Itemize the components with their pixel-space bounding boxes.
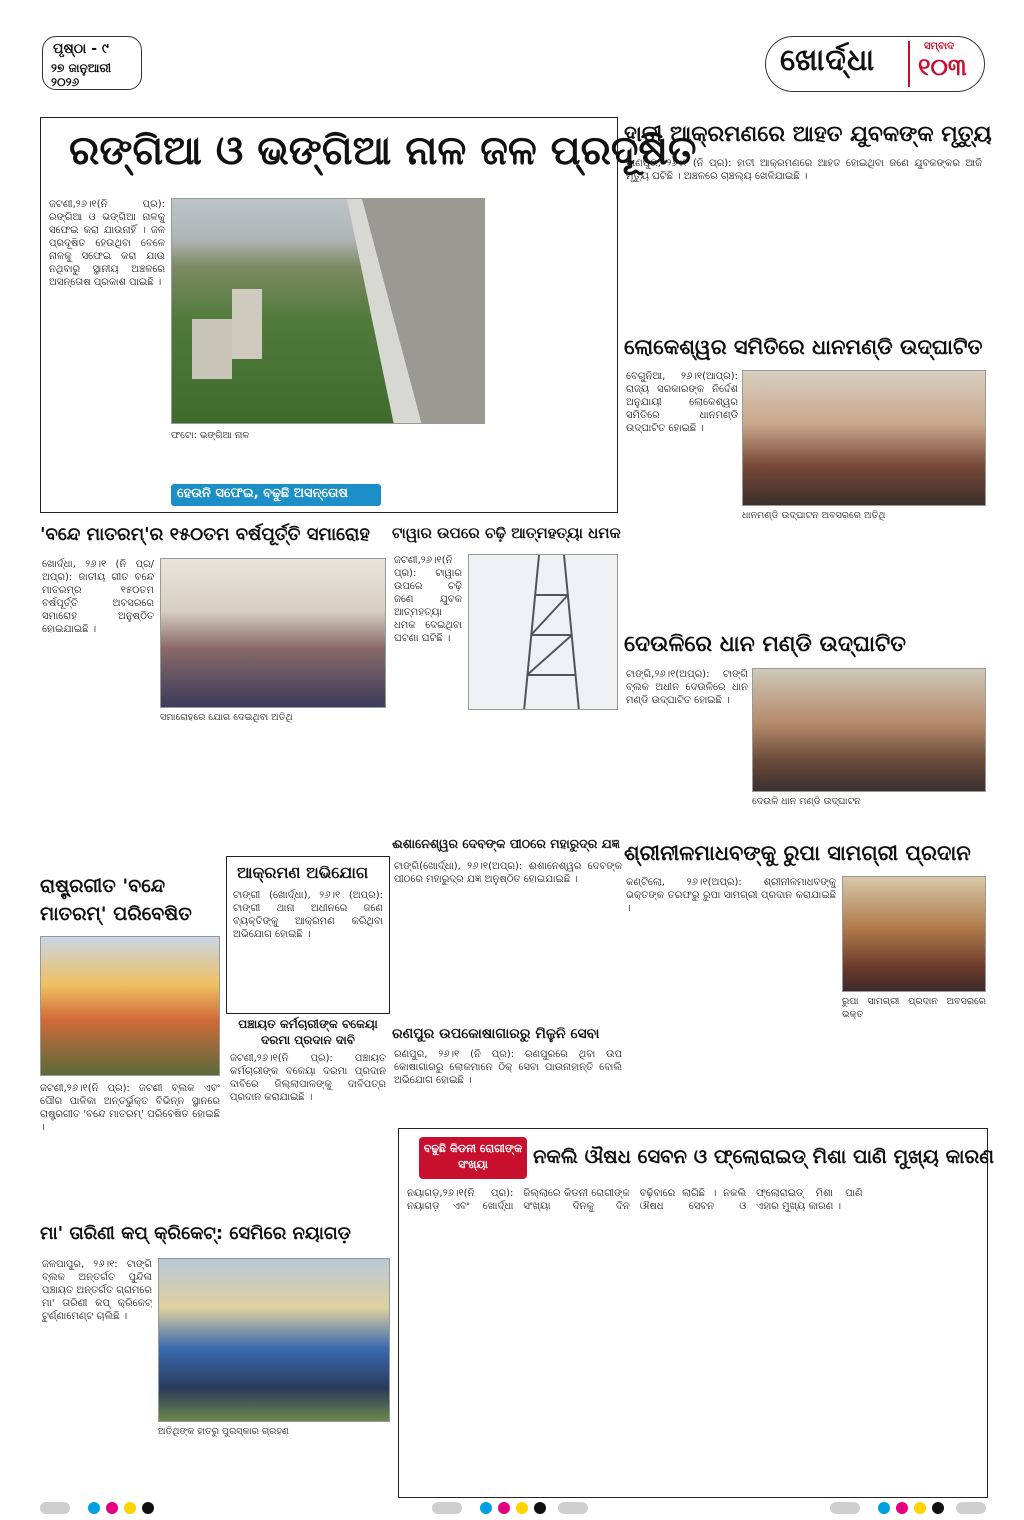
nala-body-col3 — [493, 198, 611, 506]
nilamadhab-photo — [842, 876, 986, 992]
section-title: ଖୋର୍ଦ୍ଧା — [780, 43, 876, 78]
lokeswar-photo — [742, 370, 986, 506]
cricket-headline: ମା' ତାରିଣୀ କପ୍ କ୍ରିକେଟ୍: ସେମିରେ ନୟାଗଡ଼ — [40, 1223, 351, 1244]
swatch-black — [932, 1502, 944, 1514]
tower-headline: ଟାୱାର ଉପରେ ଚଢ଼ି ଆତ୍ମହତ୍ୟା ଧମକ — [392, 524, 621, 542]
story-akraman — [226, 856, 390, 1014]
kidney-body: ନୟାଗଡ଼,୨୬।୧(ନି ପ୍ର): ନୟାଗଡ଼ ଏବଂ ଖୋର୍ଦ୍ଧା ଜିଲ୍ଲାରେ କିଡନୀ ରୋଗୀଙ୍କ ସଂଖ୍ୟା ଦିନକୁ ଦିନ ବଢ଼ିବାରେ ଲାଗିଛି । ନକଲି ଔଷଧ ସେବନ ଓ ଫ୍ଲୋରାଇଡ୍ ମିଶା ପାଣି ଏହାର ମୁଖ୍ୟ କାରଣ । — [407, 1188, 863, 1212]
nala-subhead-bar — [171, 484, 381, 506]
reg-pill — [40, 1502, 70, 1514]
swatch-magenta — [896, 1502, 908, 1514]
nala-headline: ରଙ୍ଗିଆ ଓ ଭଙ୍ଗିଆ ନାଳ ଜଳ ପ୍ରଦୂଷିତ — [69, 128, 697, 174]
story-panchayat — [226, 1016, 390, 1212]
vande-body: ଖୋର୍ଦ୍ଧା, ୨୬।୧ (ନି ପ୍ର/ଅପ୍ର): ଜାତୀୟ ଗୀତ ବନ୍ଦେ ମାତରମ୍‌ର ୧୫୦ତମ ବର୍ଷପୂର୍ତ୍ତି ଅବସରରେ ସମାରୋହ ଅନୁଷ୍ଠିତ ହୋଇଯାଇଛି । — [42, 559, 154, 635]
maharudra-body: ଟାଙ୍ଗି(ଖୋର୍ଦ୍ଧା), ୨୬।୧(ଅପ୍ର): ଈଶାନେଶ୍ୱର ଦେବଙ୍କ ପୀଠରେ ମହାରୁଦ୍ର ଯଜ୍ଞ ଅନୁଷ୍ଠିତ ହୋଇଯାଇଛି । — [394, 861, 622, 885]
anniversary-logo — [908, 41, 980, 87]
swatch-yellow — [914, 1502, 926, 1514]
swatch-yellow — [124, 1502, 136, 1514]
swatch-yellow — [516, 1502, 528, 1514]
reg-pill — [956, 1502, 986, 1514]
deuli-photo-caption: ଦେଉଳି ଧାନ ମଣ୍ଡି ଉଦ୍‌ଘାଟନ — [752, 796, 861, 807]
story-deuli — [624, 628, 988, 828]
swatch-black — [534, 1502, 546, 1514]
hati-headline: ହାତୀ ଆକ୍ରମଣରେ ଆହତ ଯୁବକଙ୍କ ମୃତ୍ୟୁ — [624, 122, 992, 147]
rashtra-headline: ରାଷ୍ଟ୍ରଗୀତ 'ବନ୍ଦେ ମାତରମ୍' ପରିବେଷିତ — [40, 875, 192, 925]
story-nilamadhab — [624, 836, 988, 1126]
nilamadhab-photo-caption: ରୁପା ସାମଗ୍ରୀ ପ୍ରଦାନ ଅବସରରେ ଭକ୍ତ — [842, 996, 986, 1020]
logo-top-text: ସମ୍ବାଦ — [924, 41, 954, 52]
deuli-headline: ଦେଉଳିରେ ଧାନ ମଣ୍ଡି ଉଦ୍‌ଘାଟିତ — [624, 632, 906, 657]
deuli-photo — [752, 668, 986, 792]
nilamadhab-headline: ଶ୍ରୀନୀଳମାଧବଙ୍କୁ ରୁପା ସାମଗ୍ରୀ ପ୍ରଦାନ — [624, 841, 971, 865]
nala-photo-art — [172, 199, 485, 424]
nala-body: ଜଟଣୀ,୨୬।୧(ନି ପ୍ର): ରଙ୍ଗିଆ ଓ ଭଙ୍ଗିଆ ନାଳକୁ ସଫେଇ କରା ଯାଉନାହିଁ । ଜଳ ପ୍ରଦୂଷିତ ହେଉଥିବା ବେଳେ ନାଳକୁ ସଫେଇ କରା ଯାଉ ନଥିବାରୁ ସ୍ଥାନୀୟ ଅଞ୍ଚଳରେ ଅସନ୍ତୋଷ ପ୍ରକାଶ ପାଇଛି । — [49, 199, 165, 288]
tower-body: ଜଟଣୀ,୨୬।୧(ନି ପ୍ର): ଟାୱାର ଉପରେ ଚଢ଼ି ଜଣେ ଯୁବକ ଆତ୍ମହତ୍ୟା ଧମକ ଦେଇଥିବା ଘଟଣା ଘଟିଛି । — [394, 555, 462, 644]
story-maharudra — [392, 832, 624, 1020]
story-lokeswar — [624, 330, 988, 620]
tower-photo — [468, 554, 618, 710]
kidney-tag-text: ବଢୁଛି କିଡନୀ ରୋଗୀଙ୍କ ସଂଖ୍ୟା — [423, 1142, 523, 1171]
lokeswar-body-cont — [626, 526, 986, 616]
swatch-cyan — [480, 1502, 492, 1514]
cricket-photo — [158, 1258, 390, 1422]
ranpur-headline: ରଣପୁର ଉପକୋଷାଗାରରୁ ମିଳୁନି ସେବା — [392, 1026, 600, 1042]
panchayat-body: ଜଟଣୀ,୨୬।୧(ନି ପ୍ର): ପଞ୍ଚାୟତ କର୍ମଚାରୀଙ୍କ ବକେୟା ଦରମା ପ୍ରଦାନ ଦାବିରେ ଜିଲ୍ଲାପାଳଙ୍କୁ ଦାବିପତ୍ର ପ୍ରଦାନ କରାଯାଇଛି । — [230, 1053, 386, 1103]
logo-number: ୧୦୩ — [918, 53, 967, 81]
story-ranpur — [392, 1022, 624, 1122]
deuli-body: ଟାଙ୍ଗି,୨୬।୧(ଅପ୍ର): ଟାଙ୍ଗି ବ୍ଲକ ଅଧୀନ ଦେଉଳିରେ ଧାନ ମଣ୍ଡି ଉଦ୍‌ଘାଟିତ ହୋଇଛି । — [626, 669, 748, 706]
reg-pill — [432, 1502, 462, 1514]
ranpur-body: ରଣପୁର, ୨୬।୧ (ନି ପ୍ର): ରଣପୁରରେ ଥିବା ଉପ କୋଷାଗାରରୁ ଲୋକମାନେ ଠିକ୍ ସେବା ପାଉନାହାନ୍ତି ବୋଲି ଅଭିଯୋଗ ହୋଇଛି । — [394, 1049, 622, 1086]
akraman-body: ଟାଙ୍ଗୀ (ଖୋର୍ଦ୍ଧା), ୨୬।୧ (ଅପ୍ର): ଟାଙ୍ଗୀ ଥାନା ଅଧୀନରେ ଜଣେ ବ୍ୟକ୍ତିଙ୍କୁ ଆକ୍ରମଣ କରିଥିବା ଅଭିଯୋଗ ହୋଇଛି । — [233, 890, 383, 940]
nilamadhab-body-cont — [626, 1028, 986, 1122]
tower-photo-art — [469, 555, 618, 710]
nala-subhead: ହେଉନି ସଫେଇ, ବଢୁଛି ଅସନ୍ତୋଷ — [177, 486, 348, 501]
lokeswar-photo-caption: ଧାନମଣ୍ଡି ଉଦ୍‌ଘାଟନ ଅବସରରେ ଅତିଥି — [742, 510, 886, 521]
akraman-headline: ଆକ୍ରମଣ ଅଭିଯୋଗ — [237, 863, 369, 882]
reg-pill — [830, 1502, 860, 1514]
swatch-magenta — [106, 1502, 118, 1514]
swatch-cyan — [88, 1502, 100, 1514]
nala-photo-caption-col1: ଫଟୋ: ଭଙ୍ଗିଆ ନାଳ — [171, 430, 250, 441]
nala-photo — [171, 198, 485, 424]
story-hati — [624, 117, 992, 322]
swatch-cyan — [878, 1502, 890, 1514]
story-rashtrageet — [40, 872, 220, 1212]
lokeswar-body: ବେଗୁନିଆ, ୨୬।୧(ଆପ୍ର): ରାଜ୍ୟ ସରକାରଙ୍କ ନିର୍ଦ୍ଦେଶ ଅନୁଯାୟୀ ଲୋକେଶ୍ୱର ସମିତିରେ ଧାନମଣ୍ଡି ଉଦ୍‌ଘାଟିତ ହୋଇଛି । — [626, 371, 738, 434]
kidney-headline: ନକଲି ଔଷଧ ସେବନ ଓ ଫ୍ଲୋରାଇଡ୍ ମିଶା ପାଣି ମୁଖ୍ୟ କାରଣ — [533, 1145, 995, 1168]
swatch-magenta — [498, 1502, 510, 1514]
section-banner — [765, 36, 985, 92]
panchayat-headline: ପଞ୍ଚାୟତ କର୍ମଚାରୀଙ୍କ ବକେୟା ଦରମା ପ୍ରଦାନ ଦାବି — [238, 1017, 378, 1047]
page-number-badge — [42, 36, 142, 90]
page-label: ପୃଷ୍ଠା - ୯ — [53, 41, 109, 57]
issue-date: ୨୭ ଜାନୁଆରୀ ୨୦୨୬ — [51, 61, 112, 89]
swatch-black — [142, 1502, 154, 1514]
maharudra-headline: ଈଶାନେଶ୍ୱର ଦେବଙ୍କ ପୀଠରେ ମହାରୁଦ୍ର ଯଜ୍ଞ — [392, 836, 620, 851]
story-kidney — [398, 1128, 995, 1498]
rashtra-body: ଜଟଣୀ,୨୬।୧(ନି ପ୍ର): ଜଟଣୀ ବ୍ଲକ ଏବଂ ପୌର ପାଳିକା ଅନ୍ତର୍ଭୁକ୍ତ ବିଭିନ୍ନ ସ୍ଥାନରେ ରାଷ୍ଟ୍ରଗୀତ 'ବନ୍ଦେ ମାତରମ୍' ପରିବେଷିତ ହୋଇଛି । — [40, 1083, 220, 1133]
rashtra-photo — [40, 936, 220, 1076]
vande-photo-caption: ସମାରୋହରେ ଯୋଗ ଦେଇଥିବା ଅତିଥି — [160, 712, 293, 723]
kidney-tag — [419, 1137, 527, 1179]
cricket-body: ଜଳପାପୁର, ୨୬।୧: ଟାଙ୍ଗି ବ୍ଲକ ଅନ୍ତର୍ଗତ ପୁନ୍ଦିଳା ପଞ୍ଚାୟତ ଅନ୍ତର୍ଗତ ଗ୍ରାମରେ ମା' ତାରିଣୀ କପ୍ କ୍ରିକେଟ୍ ଟୁର୍ଣ୍ଣାମେଣ୍ଟ ଚାଲିଛି । — [42, 1259, 152, 1322]
tower-body-cont — [468, 714, 618, 824]
vande-body-cont — [160, 730, 386, 864]
color-registration-bar — [40, 1500, 990, 1516]
story-tower — [392, 518, 620, 828]
lokeswar-headline: ଲୋକେଶ୍ୱର ସମିତିରେ ଧାନମଣ୍ଡି ଉଦ୍‌ଘାଟିତ — [624, 335, 983, 359]
vande-headline: 'ବନ୍ଦେ ମାତରମ୍'ର ୧୫୦ତମ ବର୍ଷପୂର୍ତ୍ତି ସମାରୋହ — [40, 524, 370, 545]
vande-photo — [160, 558, 386, 708]
hati-body: ବାଣପୁର, ୨୬।୧ (ନି ପ୍ର): ହାତୀ ଆକ୍ରମଣରେ ଆହତ ହୋଇଥିବା ଜଣେ ଯୁବକଙ୍କର ଆଜି ମୃତ୍ୟୁ ଘଟିଛି । ଅଞ୍ଚଳରେ ଚାଞ୍ଚଲ୍ୟ ଖେଳିଯାଇଛି । — [626, 158, 982, 182]
cricket-photo-caption: ଅତିଥିଙ୍କ ହାତରୁ ପୁରସ୍କାର ଗ୍ରହଣ — [158, 1426, 290, 1437]
story-vande-mataram — [40, 518, 388, 868]
nilamadhab-body: କଣ୍ଟିଲୋ, ୨୬।୧(ଅପ୍ର): ଶ୍ରୀନୀଳମାଧବଙ୍କୁ ଭକ୍ତଙ୍କ ତରଫରୁ ରୁପା ସାମଗ୍ରୀ ପ୍ରଦାନ କରାଯାଇଛି । — [626, 877, 836, 914]
story-cricket — [40, 1218, 392, 1498]
reg-pill — [558, 1502, 588, 1514]
